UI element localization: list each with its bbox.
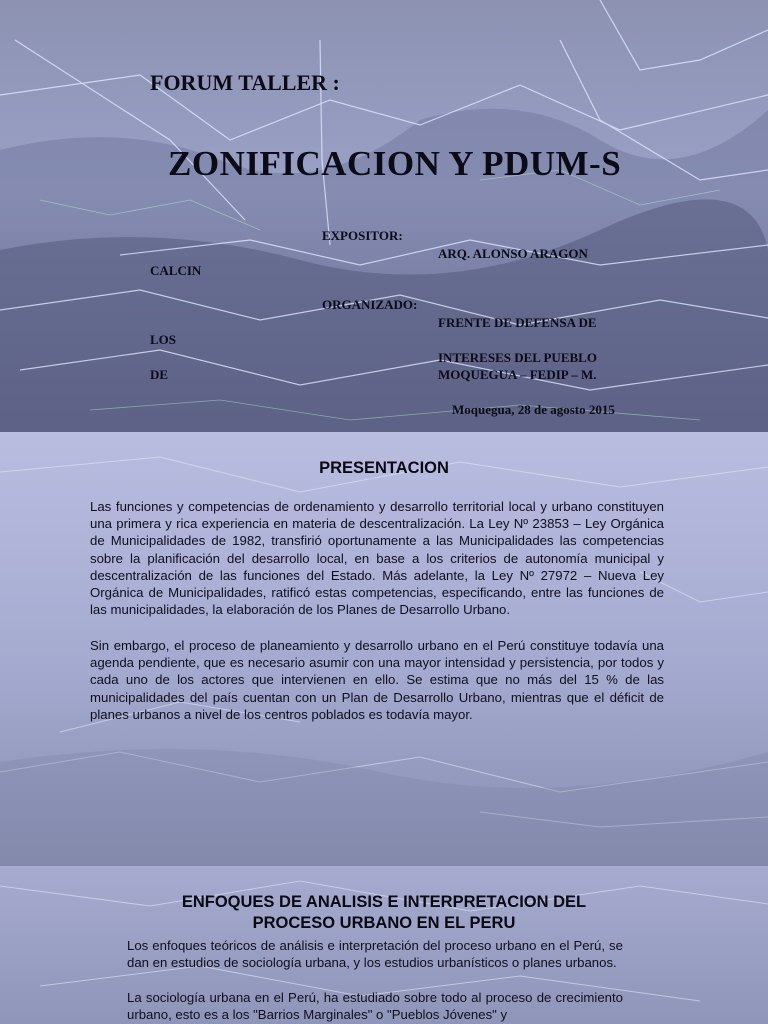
organizer-line4: DE xyxy=(150,367,169,382)
organizer-line2: LOS xyxy=(150,332,177,347)
enfoques-heading xyxy=(0,892,768,934)
presentacion-paragraph-2: Sin embargo, el proceso de planeamiento y desarrollo urbano en el Perú constituye todavía una agenda pendiente, que es necesario asumir con una mayor intensidad y persistencia, por todos y cada uno de los actores que intervienen en ello. Se estima que no más del 15 % de las municipalidades del país cuentan con un Plan de Desarrollo Urbano, mientras que el déficit de planes urbanos a nivel de los centros poblados es todavía mayor. xyxy=(90,638,664,722)
forum-label: FORUM TALLER : xyxy=(150,70,340,95)
presentation-slide xyxy=(0,432,768,866)
expositor-name-line2: CALCIN xyxy=(150,263,202,278)
expositor-name-line1: ARQ. ALONSO ARAGON xyxy=(438,246,588,261)
presentacion-paragraph-1: Las funciones y competencias de ordenamiento y desarrollo territorial local y urbano constituyen una primera y rica experiencia en materia de descentralización. La Ley Nº 23853 – Ley Orgánica de Municipalidades de 1982, transfirió oportunamente a las Municipalidades las competencias sobre la planificación del desarrollo local, en base a los criterios de autonomía municipal y descentralización de las funciones del Estado. Más adelante, la Ley Nº 27972 – Nueva Ley Orgánica de Municipalidades, ratificó estas competencias, especificando, entre las funciones de las municipalidades, la elaboración de los Planes de Desarrollo Urbano. xyxy=(90,499,664,618)
organizado-label: ORGANIZADO: xyxy=(322,297,418,312)
enfoques-paragraph-1: Los enfoques teóricos de análisis e interpretación del proceso urbano en el Perú, se dan en estudios de sociología urbana, y los estudios urbanísticos o planes urbanos. xyxy=(127,938,623,971)
enfoques-heading-line2: PROCESO URBANO EN EL PERU xyxy=(252,914,516,932)
organizer-line1: FRENTE DE DEFENSA DE xyxy=(438,315,597,330)
presentation-title: ZONIFICACION Y PDUM-S xyxy=(168,144,622,183)
city-landscape-background xyxy=(0,0,768,432)
title-slide xyxy=(0,0,768,432)
event-date: Moquegua, 28 de agosto 2015 xyxy=(452,402,615,417)
enfoques-slide xyxy=(0,866,768,1024)
enfoques-paragraph-2: La sociología urbana en el Perú, ha estudiado sobre todo al proceso de crecimiento urbano, esto es a los "Barrios Marginales" o "Pueblos Jóvenes" y xyxy=(127,990,623,1023)
presentacion-heading: PRESENTACION xyxy=(319,459,449,477)
expositor-label: EXPOSITOR: xyxy=(322,228,403,243)
organizer-line5: MOQUEGUA – FEDIP – M. xyxy=(438,367,597,382)
organizer-line3: INTERESES DEL PUEBLO xyxy=(438,350,597,365)
enfoques-heading-line1: ENFOQUES DE ANALISIS E INTERPRETACION DEL xyxy=(181,893,587,911)
